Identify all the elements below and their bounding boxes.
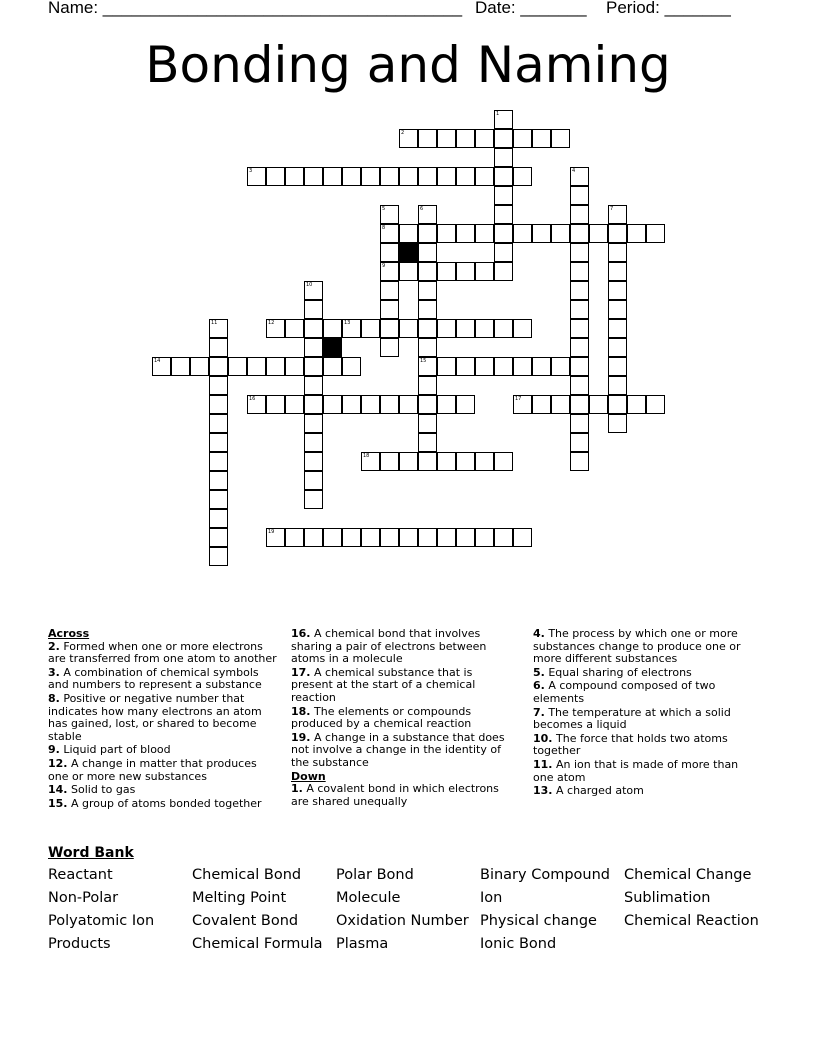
clue-number-label: 16. [291, 627, 311, 640]
grid-cell[interactable] [418, 129, 437, 148]
grid-cell[interactable] [190, 357, 209, 376]
clue-item [533, 785, 755, 798]
word-bank-item: Polyatomic Ion [48, 913, 155, 929]
grid-cell[interactable] [475, 262, 494, 281]
grid-cell[interactable] [627, 395, 646, 414]
clue-number: 13 [344, 320, 351, 326]
grid-cell[interactable] [570, 243, 589, 262]
black-square [323, 338, 342, 357]
page-title: Bonding and Naming [145, 36, 671, 94]
grid-cell[interactable] [380, 395, 399, 414]
clue-item [533, 733, 755, 758]
clue-number-label: 13. [533, 784, 553, 798]
grid-cell[interactable] [418, 452, 437, 471]
grid-cell[interactable] [342, 528, 361, 547]
grid-cell[interactable] [323, 357, 342, 376]
clues-column-3 [533, 628, 755, 799]
grid-cell[interactable] [418, 395, 437, 414]
clue-number: 11 [211, 320, 218, 326]
grid-cell[interactable] [380, 205, 399, 224]
word-bank-item: Non-Polar [48, 890, 119, 906]
clue-number-label: 18. [291, 704, 311, 718]
clue-text: The force that holds two atoms together [533, 731, 728, 758]
clue-number: 15 [420, 358, 427, 364]
grid-cell[interactable] [513, 395, 532, 414]
clue-item [291, 732, 517, 770]
grid-cell[interactable] [570, 395, 589, 414]
clue-number: 8 [382, 225, 386, 231]
grid-cell[interactable] [437, 319, 456, 338]
clue-text: Equal sharing of electrons [544, 665, 692, 679]
grid-cell[interactable] [418, 262, 437, 281]
grid-cell[interactable] [608, 395, 627, 414]
grid-cell[interactable] [608, 281, 627, 300]
grid-cell[interactable] [304, 395, 323, 414]
clue-number: 19 [268, 529, 275, 535]
clue-text: The process by which one or more substances change to produce one or more different substances [533, 627, 741, 666]
grid-cell[interactable] [266, 357, 285, 376]
clue-text: Liquid part of blood [59, 743, 171, 757]
clue-number-label: 15. [48, 796, 68, 810]
clue-item [48, 784, 280, 797]
grid-cell[interactable] [399, 452, 418, 471]
grid-cell[interactable] [475, 452, 494, 471]
grid-cell[interactable] [494, 243, 513, 262]
clue-text: A change in a substance that does not involve a change in the identity of the substance [291, 730, 505, 769]
grid-cell[interactable] [418, 433, 437, 452]
clue-number-label: 9. [48, 743, 60, 757]
period-field[interactable]: Period: _______ [606, 0, 731, 17]
grid-cell[interactable] [608, 205, 627, 224]
grid-cell[interactable] [456, 319, 475, 338]
grid-cell[interactable] [342, 319, 361, 338]
grid-cell[interactable] [494, 148, 513, 167]
grid-cell[interactable] [380, 281, 399, 300]
grid-cell[interactable] [418, 319, 437, 338]
grid-cell[interactable] [589, 224, 608, 243]
word-bank-item: Sublimation [624, 890, 711, 906]
grid-cell[interactable] [551, 395, 570, 414]
down-clue-list-cont [533, 628, 755, 798]
grid-cell[interactable] [570, 452, 589, 471]
grid-cell[interactable] [494, 452, 513, 471]
grid-cell[interactable] [304, 528, 323, 547]
grid-cell[interactable] [570, 376, 589, 395]
grid-cell[interactable] [323, 319, 342, 338]
grid-cell[interactable] [361, 528, 380, 547]
word-bank-item: Oxidation Number [336, 913, 469, 929]
clue-number-label: 17. [291, 665, 311, 679]
clue-number-label: 1. [291, 782, 303, 796]
word-bank-item: Molecule [336, 890, 401, 906]
grid-cell[interactable] [304, 490, 323, 509]
grid-cell[interactable] [494, 262, 513, 281]
clue-number-label: 12. [48, 756, 68, 770]
grid-cell[interactable] [380, 262, 399, 281]
grid-cell[interactable] [456, 129, 475, 148]
clue-number: 2 [401, 130, 405, 136]
grid-cell[interactable] [304, 433, 323, 452]
clue-item [533, 667, 755, 680]
grid-cell[interactable] [589, 395, 608, 414]
grid-cell[interactable] [399, 224, 418, 243]
clue-item [291, 783, 517, 808]
grid-cell[interactable] [399, 395, 418, 414]
grid-cell[interactable] [570, 433, 589, 452]
grid-cell[interactable] [266, 167, 285, 186]
clue-text: Positive or negative number that indicates how many electrons an atom has gained, lost, or shared to become stable [48, 691, 262, 743]
clue-number-label: 11. [533, 757, 553, 771]
word-bank-item: Ionic Bond [480, 936, 557, 952]
grid-cell[interactable] [361, 167, 380, 186]
clue-number: 18 [363, 453, 370, 459]
grid-cell[interactable] [513, 528, 532, 547]
grid-cell[interactable] [456, 528, 475, 547]
word-bank-title: Word Bank [48, 845, 134, 861]
word-bank-item: Chemical Reaction [624, 913, 759, 929]
grid-cell[interactable] [570, 319, 589, 338]
grid-cell[interactable] [247, 357, 266, 376]
grid-cell[interactable] [209, 338, 228, 357]
grid-cell[interactable] [608, 338, 627, 357]
grid-cell[interactable] [608, 357, 627, 376]
clue-number: 17 [515, 396, 522, 402]
clue-item [48, 798, 280, 811]
grid-cell[interactable] [247, 167, 266, 186]
grid-cell[interactable] [266, 395, 285, 414]
clue-number-label: 5. [533, 665, 545, 679]
clue-item [48, 641, 280, 666]
down-clue-list [291, 783, 517, 808]
across-heading: Across [48, 627, 90, 640]
grid-cell[interactable] [513, 319, 532, 338]
grid-cell[interactable] [513, 129, 532, 148]
clue-text: Formed when one or more electrons are transferred from one atom to another [48, 639, 277, 666]
grid-cell[interactable] [418, 224, 437, 243]
grid-cell[interactable] [380, 528, 399, 547]
grid-cell[interactable] [456, 224, 475, 243]
grid-cell[interactable] [437, 528, 456, 547]
grid-cell[interactable] [532, 357, 551, 376]
clue-item [48, 667, 280, 692]
grid-cell[interactable] [570, 224, 589, 243]
grid-cell[interactable] [494, 224, 513, 243]
grid-cell[interactable] [418, 338, 437, 357]
clue-item [291, 706, 517, 731]
grid-cell[interactable] [304, 376, 323, 395]
word-bank-item: Ion [480, 890, 503, 906]
clue-text: The elements or compounds produced by a chemical reaction [291, 704, 472, 731]
across-clue-list [48, 641, 280, 811]
grid-cell[interactable] [418, 300, 437, 319]
clue-text: A covalent bond in which electrons are shared unequally [291, 782, 499, 808]
grid-cell[interactable] [532, 395, 551, 414]
clue-number: 5 [382, 206, 386, 212]
clue-number-label: 8. [48, 691, 60, 705]
grid-cell[interactable] [646, 224, 665, 243]
grid-cell[interactable] [437, 357, 456, 376]
grid-cell[interactable] [494, 167, 513, 186]
grid-cell[interactable] [209, 509, 228, 528]
clue-number-label: 7. [533, 705, 545, 719]
clue-text: A change in matter that produces one or more new substances [48, 756, 257, 783]
grid-cell[interactable] [570, 186, 589, 205]
grid-cell[interactable] [209, 471, 228, 490]
grid-cell[interactable] [532, 129, 551, 148]
down-heading: Down [291, 769, 326, 783]
grid-cell[interactable] [209, 319, 228, 338]
grid-cell[interactable] [361, 319, 380, 338]
clue-text: Solid to gas [67, 783, 136, 797]
grid-cell[interactable] [304, 300, 323, 319]
grid-cell[interactable] [418, 243, 437, 262]
grid-cell[interactable] [304, 167, 323, 186]
word-bank-item: Products [48, 936, 111, 952]
grid-cell[interactable] [361, 452, 380, 471]
clue-number-label: 19. [291, 730, 311, 744]
grid-cell[interactable] [570, 357, 589, 376]
grid-cell[interactable] [209, 528, 228, 547]
grid-cell[interactable] [323, 395, 342, 414]
grid-cell[interactable] [285, 319, 304, 338]
grid-cell[interactable] [608, 414, 627, 433]
word-bank-item: Chemical Formula [192, 936, 323, 952]
grid-cell[interactable] [361, 395, 380, 414]
clue-item [533, 759, 755, 784]
grid-cell[interactable] [399, 129, 418, 148]
grid-cell[interactable] [494, 319, 513, 338]
clue-number: 14 [154, 358, 161, 364]
grid-cell[interactable] [513, 167, 532, 186]
grid-cell[interactable] [323, 167, 342, 186]
grid-cell[interactable] [342, 167, 361, 186]
clue-number-label: 4. [533, 627, 545, 640]
grid-cell[interactable] [285, 167, 304, 186]
word-bank-item: Reactant [48, 867, 113, 883]
grid-cell[interactable] [304, 471, 323, 490]
grid-cell[interactable] [209, 452, 228, 471]
grid-cell[interactable] [418, 205, 437, 224]
grid-cell[interactable] [266, 319, 285, 338]
grid-cell[interactable] [494, 186, 513, 205]
grid-cell[interactable] [418, 376, 437, 395]
grid-cell[interactable] [209, 433, 228, 452]
clue-text: A chemical bond that involves sharing a pair of electrons between atoms in a molecule [291, 627, 487, 666]
black-square [399, 243, 418, 262]
word-bank-item: Polar Bond [336, 867, 414, 883]
clue-item [533, 628, 755, 666]
grid-cell[interactable] [304, 357, 323, 376]
grid-cell[interactable] [399, 319, 418, 338]
clue-number-label: 3. [48, 665, 60, 679]
word-bank-item: Melting Point [192, 890, 287, 906]
grid-cell[interactable] [209, 490, 228, 509]
grid-cell[interactable] [380, 319, 399, 338]
clue-number: 4 [572, 168, 576, 174]
across-clue-list-cont [291, 628, 517, 770]
grid-cell[interactable] [342, 357, 361, 376]
clue-text: An ion that is made of more than one atom [533, 757, 739, 784]
grid-cell[interactable] [304, 414, 323, 433]
grid-cell[interactable] [608, 224, 627, 243]
grid-cell[interactable] [323, 528, 342, 547]
grid-cell[interactable] [209, 376, 228, 395]
grid-cell[interactable] [551, 224, 570, 243]
grid-cell[interactable] [551, 357, 570, 376]
grid-cell[interactable] [209, 395, 228, 414]
grid-cell[interactable] [380, 167, 399, 186]
clue-number: 3 [249, 168, 253, 174]
clue-text: A chemical substance that is present at the start of a chemical reaction [291, 665, 476, 704]
grid-cell[interactable] [418, 357, 437, 376]
grid-cell[interactable] [437, 452, 456, 471]
grid-cell[interactable] [494, 129, 513, 148]
grid-cell[interactable] [646, 395, 665, 414]
grid-cell[interactable] [570, 414, 589, 433]
grid-cell[interactable] [494, 528, 513, 547]
clue-number-label: 10. [533, 731, 553, 745]
grid-cell[interactable] [418, 281, 437, 300]
grid-cell[interactable] [608, 300, 627, 319]
grid-cell[interactable] [513, 357, 532, 376]
grid-cell[interactable] [437, 262, 456, 281]
clue-item [291, 667, 517, 705]
grid-cell[interactable] [304, 338, 323, 357]
grid-cell[interactable] [304, 452, 323, 471]
grid-cell[interactable] [475, 167, 494, 186]
grid-cell[interactable] [570, 262, 589, 281]
grid-cell[interactable] [418, 528, 437, 547]
grid-cell[interactable] [209, 357, 228, 376]
clue-item [48, 758, 280, 783]
grid-cell[interactable] [494, 357, 513, 376]
word-bank-item: Binary Compound [480, 867, 610, 883]
grid-cell[interactable] [304, 281, 323, 300]
clues-column-2 [291, 628, 517, 809]
date-field[interactable]: Date: _______ [475, 0, 587, 17]
grid-cell[interactable] [380, 224, 399, 243]
clue-text: A compound composed of two elements [533, 679, 716, 705]
clue-number: 16 [249, 396, 256, 402]
clue-item [48, 744, 280, 757]
grid-cell[interactable] [494, 205, 513, 224]
grid-cell[interactable] [475, 528, 494, 547]
word-bank-item: Chemical Bond [192, 867, 302, 883]
grid-cell[interactable] [608, 319, 627, 338]
clue-number: 1 [496, 111, 500, 117]
clues-column-1 [48, 628, 280, 811]
grid-cell[interactable] [570, 167, 589, 186]
grid-cell[interactable] [399, 528, 418, 547]
grid-cell[interactable] [152, 357, 171, 376]
clue-text: A charged atom [552, 784, 644, 798]
grid-cell[interactable] [247, 395, 266, 414]
grid-cell[interactable] [285, 528, 304, 547]
clue-number: 7 [610, 206, 614, 212]
grid-cell[interactable] [209, 547, 228, 566]
grid-cell[interactable] [475, 319, 494, 338]
word-bank-item: Physical change [480, 913, 597, 929]
grid-cell[interactable] [608, 243, 627, 262]
grid-cell[interactable] [570, 338, 589, 357]
grid-cell[interactable] [475, 357, 494, 376]
grid-cell[interactable] [437, 129, 456, 148]
grid-cell[interactable] [456, 167, 475, 186]
grid-cell[interactable] [475, 129, 494, 148]
grid-cell[interactable] [608, 262, 627, 281]
clue-number: 9 [382, 263, 386, 269]
clue-item [48, 693, 280, 743]
clue-item [533, 680, 755, 705]
grid-cell[interactable] [551, 129, 570, 148]
grid-cell[interactable] [209, 414, 228, 433]
grid-cell[interactable] [228, 357, 247, 376]
grid-cell[interactable] [285, 395, 304, 414]
grid-cell[interactable] [475, 224, 494, 243]
grid-cell[interactable] [418, 414, 437, 433]
clue-text: A group of atoms bonded together [67, 796, 262, 810]
grid-cell[interactable] [304, 319, 323, 338]
grid-cell[interactable] [418, 167, 437, 186]
grid-cell[interactable] [171, 357, 190, 376]
word-bank-item: Covalent Bond [192, 913, 299, 929]
grid-cell[interactable] [570, 300, 589, 319]
grid-cell[interactable] [627, 224, 646, 243]
grid-cell[interactable] [437, 224, 456, 243]
grid-cell[interactable] [266, 528, 285, 547]
name-field[interactable]: Name: ______________________________________ [48, 0, 463, 17]
clue-number-label: 6. [533, 679, 545, 693]
clue-number-label: 14. [48, 783, 68, 797]
grid-cell[interactable] [342, 395, 361, 414]
word-bank-item: Plasma [336, 936, 389, 952]
grid-cell[interactable] [437, 395, 456, 414]
grid-cell[interactable] [399, 167, 418, 186]
clue-number: 10 [306, 282, 313, 288]
grid-cell[interactable] [513, 224, 532, 243]
clue-number: 6 [420, 206, 424, 212]
clue-number: 12 [268, 320, 275, 326]
clue-item [291, 628, 517, 666]
grid-cell[interactable] [494, 110, 513, 129]
grid-cell[interactable] [456, 262, 475, 281]
grid-cell[interactable] [570, 205, 589, 224]
grid-cell[interactable] [456, 357, 475, 376]
grid-cell[interactable] [437, 167, 456, 186]
clue-number-label: 2. [48, 639, 60, 653]
grid-cell[interactable] [570, 281, 589, 300]
grid-cell[interactable] [380, 452, 399, 471]
grid-cell[interactable] [380, 243, 399, 262]
grid-cell[interactable] [608, 376, 627, 395]
grid-cell[interactable] [399, 262, 418, 281]
clue-text: A combination of chemical symbols and numbers to represent a substance [48, 665, 262, 692]
word-bank-item: Chemical Change [624, 867, 752, 883]
clue-text: The temperature at which a solid becomes a liquid [533, 705, 731, 732]
grid-cell[interactable] [285, 357, 304, 376]
grid-cell[interactable] [456, 452, 475, 471]
grid-cell[interactable] [532, 224, 551, 243]
grid-cell[interactable] [456, 395, 475, 414]
clue-item [533, 707, 755, 732]
grid-cell[interactable] [380, 300, 399, 319]
grid-cell[interactable] [380, 338, 399, 357]
